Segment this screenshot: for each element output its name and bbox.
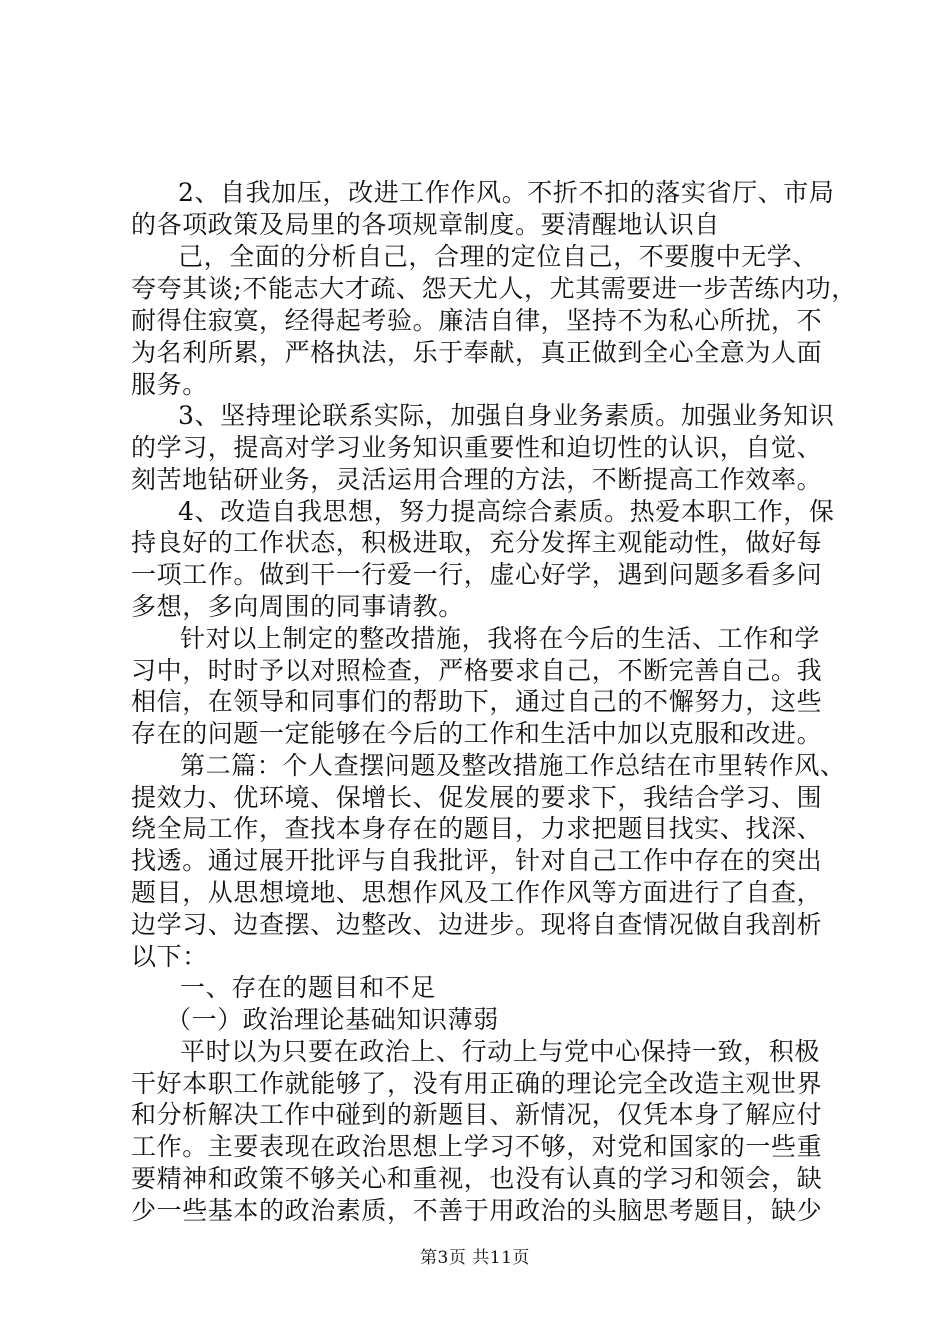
text-line: 持良好的工作状态，积极进取，充分发挥主观能动性，做好每	[131, 528, 823, 557]
text-line: 多想，多向周围的同事请教。	[131, 592, 464, 621]
text-line: 和分析解决工作中碰到的新题目、新情况，仅凭本身了解应付	[131, 1100, 823, 1129]
text-line: 绕全局工作，查找本身存在的题目，力求把题目找实、找深、	[131, 814, 823, 843]
text-line: 服务。	[131, 370, 208, 399]
text-line: 题目，从思想境地、思想作风及工作作风等方面进行了自查，	[131, 878, 823, 907]
text-line: 为名利所累，严格执法，乐于奉献，真正做到全心全意为人面	[131, 338, 823, 367]
text-line: 少一些基本的政治素质，不善于用政治的头脑思考题目，缺少	[131, 1196, 823, 1225]
text-line: 以下：	[131, 942, 208, 971]
text-line: 夸夸其谈;不能志大才疏、怨天尤人，尤其需要进一步苦练内功，	[131, 274, 857, 303]
text-line: 一、存在的题目和不足	[180, 973, 437, 1002]
text-line: 第二篇：个人查摆问题及整改措施工作总结在市里转作风、	[180, 751, 846, 780]
text-line: 一项工作。做到干一行爱一行，虚心好学，遇到问题多看多问	[131, 560, 823, 589]
text-line: 己，全面的分析自己，合理的定位自己，不要腹中无学、	[178, 242, 819, 271]
text-line: 习中，时时予以对照检查，严格要求自己，不断完善自己。我	[131, 656, 823, 685]
text-line: 干好本职工作就能够了，没有用正确的理论完全改造主观世界	[131, 1069, 823, 1098]
text-line: 工作。主要表现在政治思想上学习不够，对党和国家的一些重	[131, 1132, 823, 1161]
text-line: 3、坚持理论联系实际，加强自身业务素质。加强业务知识	[178, 401, 835, 430]
text-line: 的学习，提高对学习业务知识重要性和迫切性的认识，自觉、	[131, 433, 823, 462]
page-indicator: 第3页 共11页	[420, 1248, 530, 1268]
text-line: 存在的问题一定能够在今后的工作和生活中加以克服和改进。	[131, 719, 823, 748]
text-line: 提效力、优环境、保增长、促发展的要求下，我结合学习、围	[131, 783, 823, 812]
text-line: 平时以为只要在政治上、行动上与党中心保持一致，积极	[180, 1037, 821, 1066]
text-line: （一）政治理论基础知识薄弱	[166, 1005, 499, 1034]
text-line: 4、改造自我思想，努力提高综合素质。热爱本职工作，保	[178, 497, 835, 526]
text-line: 相信，在领导和同事们的帮助下，通过自己的不懈努力，这些	[131, 687, 823, 716]
text-line: 边学习、边查摆、边整改、边进步。现将自查情况做自我剖析	[131, 910, 823, 939]
text-line: 找透。通过展开批评与自我批评，针对自己工作中存在的突出	[131, 846, 823, 875]
text-line: 的各项政策及局里的各项规章制度。要清醒地认识自	[131, 210, 720, 239]
text-line: 刻苦地钻研业务，灵活运用合理的方法，不断提高工作效率。	[131, 465, 823, 494]
text-line: 要精神和政策不够关心和重视，也没有认真的学习和领会，缺	[131, 1164, 823, 1193]
text-line: 针对以上制定的整改措施，我将在今后的生活、工作和学	[180, 624, 821, 653]
text-line: 2、自我加压，改进工作作风。不折不扣的落实省厅、市局	[178, 178, 835, 207]
text-line: 耐得住寂寞，经得起考验。廉洁自律，坚持不为私心所扰，不	[131, 306, 823, 335]
